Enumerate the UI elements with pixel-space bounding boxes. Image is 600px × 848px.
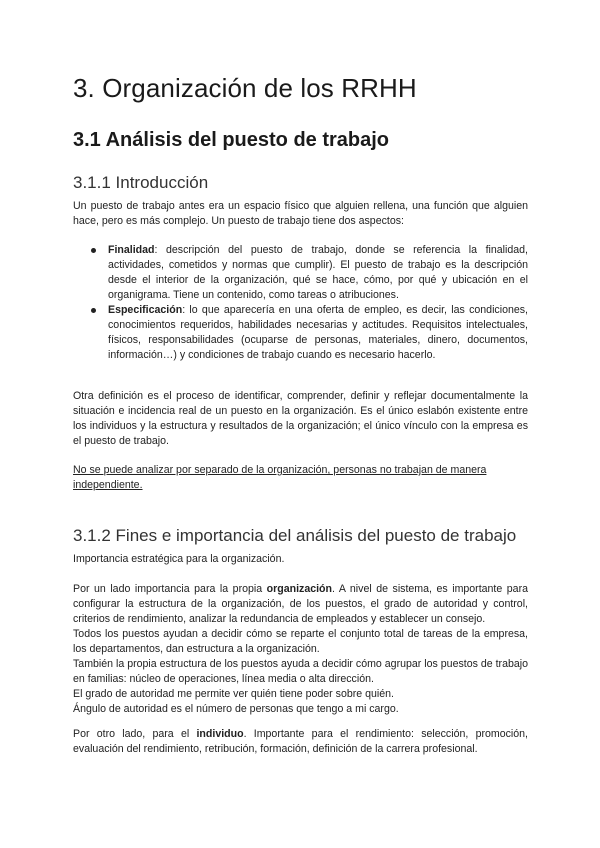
heading-analisis-puesto: 3.1 Análisis del puesto de trabajo (73, 129, 390, 151)
heading-introduccion: 3.1.1 Introducción (73, 173, 209, 192)
underlined-note: No se puede analizar por separado de la organización, personas no trabajan de manera independiente. (73, 464, 487, 491)
bullet-icon (91, 248, 96, 253)
strategic-importance-paragraph: Importancia estratégica para la organización. (73, 553, 285, 565)
individual-text-after: . Importante para el rendimiento: selección, promoción, evaluación del rendimiento, retribución, formación, definición de la carrera profesional. (73, 728, 528, 755)
term-finalidad: Finalidad (108, 244, 155, 256)
organization-text-before: Por un lado importancia para la propia (73, 583, 267, 595)
authority-paragraph: El grado de autoridad me permite ver quién tiene poder sobre quién. (73, 688, 394, 700)
intro-paragraph: Un puesto de trabajo antes era un espacio físico que alguien rellena, una función que alguien hace, pero es más complejo. Un puesto de trabajo tiene dos aspectos: (73, 200, 528, 227)
angle-paragraph: Ángulo de autoridad es el número de personas que tengo a mi cargo. (73, 703, 399, 715)
heading-fines-importancia: 3.1.2 Fines e importancia del análisis del puesto de trabajo (73, 526, 517, 545)
heading-organizacion-rrhh: 3. Organización de los RRHH (73, 73, 417, 103)
bullet-icon (91, 308, 96, 313)
individual-paragraph (73, 727, 528, 757)
tasks-paragraph: Todos los puestos ayudan a decidir cómo se reparte el conjunto total de tareas de la empresa, los departamentos, dan estructura a la organización. (73, 628, 528, 655)
individual-bold: individuo (196, 728, 244, 740)
text-especificacion: : lo que aparecería en una oferta de empleo, es decir, las condiciones, conocimientos requeridos, habilidades necesarias y actitudes. Requisitos intelectuales, físicos, responsabilidades (ocuparse de personas, materiales, dinero, documentos, información…) y condiciones de trabajo cuando es necesario hacerlo. (108, 304, 528, 361)
list-item-especificacion (73, 303, 528, 363)
aspects-list (73, 243, 528, 363)
organization-bold: organización (266, 583, 332, 595)
individual-text-before: Por otro lado, para el (73, 728, 197, 740)
organization-paragraph (73, 582, 528, 627)
families-paragraph: También la propia estructura de los puestos ayuda a decidir cómo agrupar los puestos de trabajo en familias: núcleo de operaciones, línea media o alta dirección. (73, 658, 528, 685)
definition-paragraph: Otra definición es el proceso de identificar, comprender, definir y reflejar documentalmente la situación e incidencia real de un puesto en la organización. Es el único eslabón existente entre los individuos y la estructura y resultados de la organización; el único vínculo con la empresa es el puesto de trabajo. (73, 390, 528, 447)
text-finalidad: : descripción del puesto de trabajo, donde se referencia la finalidad, actividades, cometidos y normas que cumplir). El puesto de trabajo es la descripción desde el interior de la organización, qué se hace, cómo, por qué y ubicación en el organigrama. Tiene un contenido, como tareas o atribuciones. (108, 244, 528, 301)
organization-text-after: . A nivel de sistema, es importante para configurar la estructura de la organización, de los puestos, el grado de autoridad y control, criterios de rendimiento, analizar la redundancia de empleados y establecer un consejo. (73, 583, 528, 625)
list-item-finalidad (73, 243, 528, 303)
organization-block (73, 582, 528, 717)
term-especificacion: Especificación (108, 304, 183, 316)
